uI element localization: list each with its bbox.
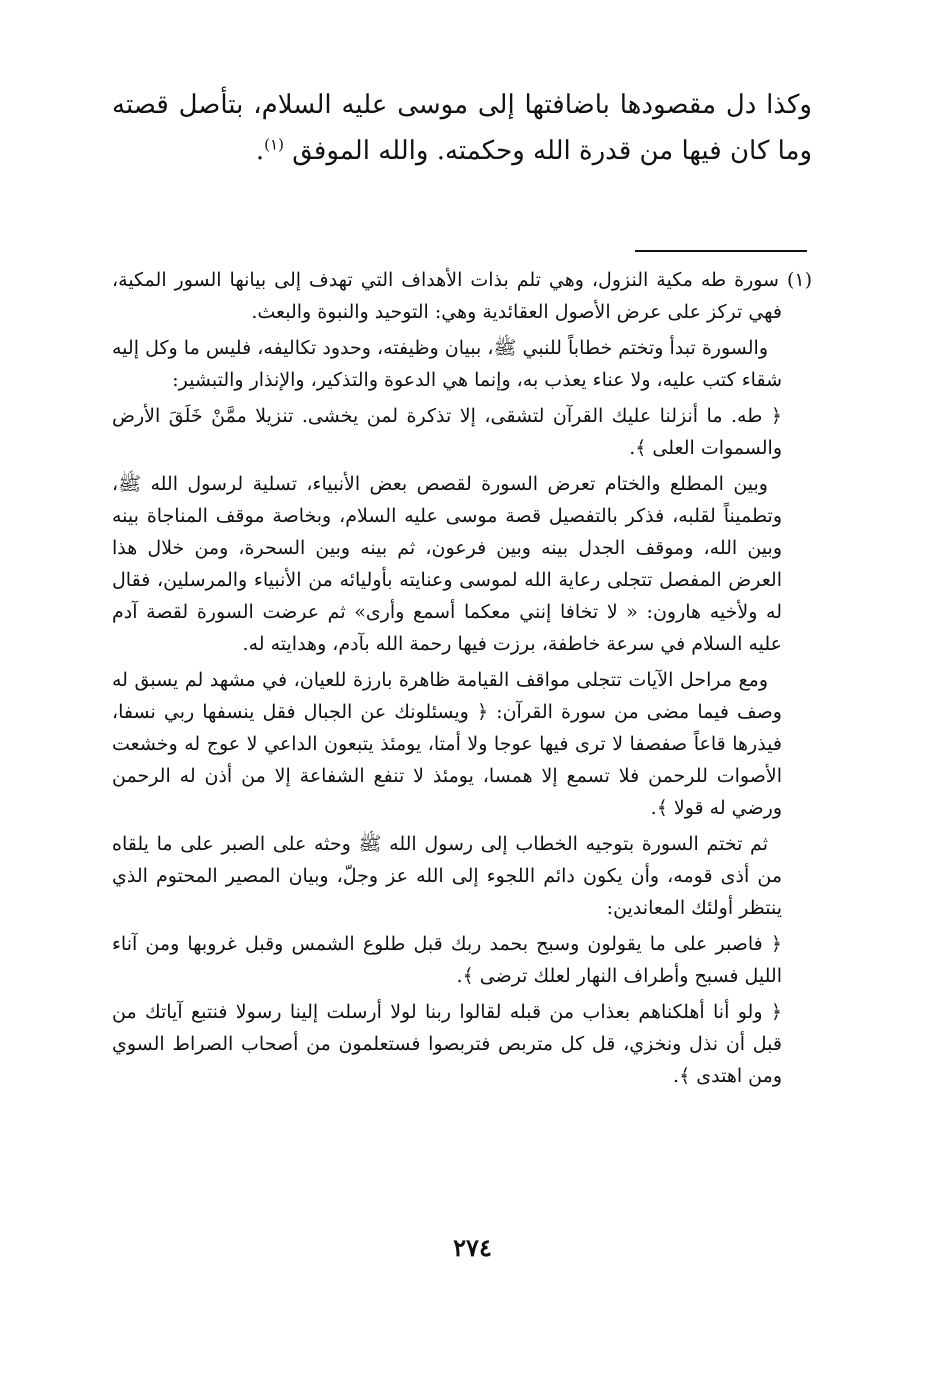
page-number: ٢٧٤ (453, 1233, 492, 1262)
main-paragraph (112, 82, 812, 174)
main-paragraph-text: وكذا دل مقصودها باضافتها إلى موسى عليه السلام، بتأصل قصته وما كان فيها من قدرة الله وحكمته. والله الموفق (112, 90, 812, 166)
main-paragraph-end: . (255, 136, 265, 166)
footnote-quran-quote-warning: ﴿ ولو أنا أهلكناهم بعذاب من قبله لقالوا ربنا لولا أرسلت إلينا رسولا فنتبع آياتك من قبل أن نذل ونخزي، قل كل متربص فتربصوا فستعلمون من أصحاب الصراط السوي ومن اهتدى ﴾. (112, 1001, 782, 1087)
footnotes-section (112, 264, 812, 1096)
footnote-paragraph-qiyama: ومع مراحل الآيات تتجلى مواقف القيامة ظاهرة بارزة للعيان، في مشهد لم يسبق له وصف فيما مضى من سورة القرآن: ﴿ ويسئلونك عن الجبال فقل ينسفها ربي نسفا، فيذرها قاعاً صفصفا لا ترى فيها عوجا ولا أمتا، يومئذ يتبعون الداعي لا عوج له وخشعت الأصوات للرحمن فلا تسمع إلا همسا، يومئذ لا تنفع الشفاعة إلا من أذن له الرحمن ورضي له قولا ﴾. (112, 669, 782, 819)
footnote-paragraph-stories: وبين المطلع والختام تعرض السورة لقصص بعض الأنبياء، تسلية لرسول الله ﷺ، وتطميناً لقلبه، فذكر بالتفصيل قصة موسى عليه السلام، وبخاصة موقف المناجاة بينه وبين الله، وموقف الجدل بينه وبين فرعون، ثم بينه وبين السحرة، ومن خلال هذا العرض المفصل تتجلى رعاية الله لموسى وعنايته بأوليائه من الأنبياء والمرسلين، فقال له ولأخيه هارون: « لا تخافا إنني معكما أسمع وأرى» ثم عرضت السورة لقصة آدم عليه السلام في سرعة خاطفة، برزت فيها رحمة الله بآدم، وهدايته له. (112, 473, 782, 655)
footnote-quran-quote-taha: ﴿ طه. ما أنزلنا عليك القرآن لتشقى، إلا تذكرة لمن يخشى. تنزيلا ممَّنْ خَلَقَ الأرض والسموات العلى ﴾. (112, 405, 782, 459)
footnote-quran-quote-patience: ﴿ فاصبر على ما يقولون وسبح بحمد ربك قبل طلوع الشمس وقبل غروبها ومن آناء الليل فسبح وأطراف النهار لعلك ترضى ﴾. (112, 933, 782, 987)
footnote-paragraph-ending: ثم تختم السورة بتوجيه الخطاب إلى رسول الله ﷺ وحثه على الصبر على ما يلقاه من أذى قومه، وأن يكون دائم اللجوء إلى الله عز وجلّ، وبيان المصير المحتوم الذي ينتظر أولئك المعاندين: (112, 833, 782, 919)
footnote-separator (635, 250, 807, 252)
footnote-paragraph-theme: والسورة تبدأ وتختم خطاباً للنبي ﷺ، ببيان وظيفته، وحدود تكاليفه، فليس ما وكل إليه شقاء كتب عليه، ولا عناء يعذب به، وإنما هي الدعوة والتذكير، والإنذار والتبشير: (112, 337, 782, 391)
footnote-intro: (١) سورة طه مكية النزول، وهي تلم بذات الأهداف التي تهدف إلى بيانها السور المكية، فهي تركز على عرض الأصول العقائدية وهي: التوحيد والنبوة والبعث. (112, 269, 812, 323)
footnote-reference[interactable]: (١) (264, 135, 284, 154)
